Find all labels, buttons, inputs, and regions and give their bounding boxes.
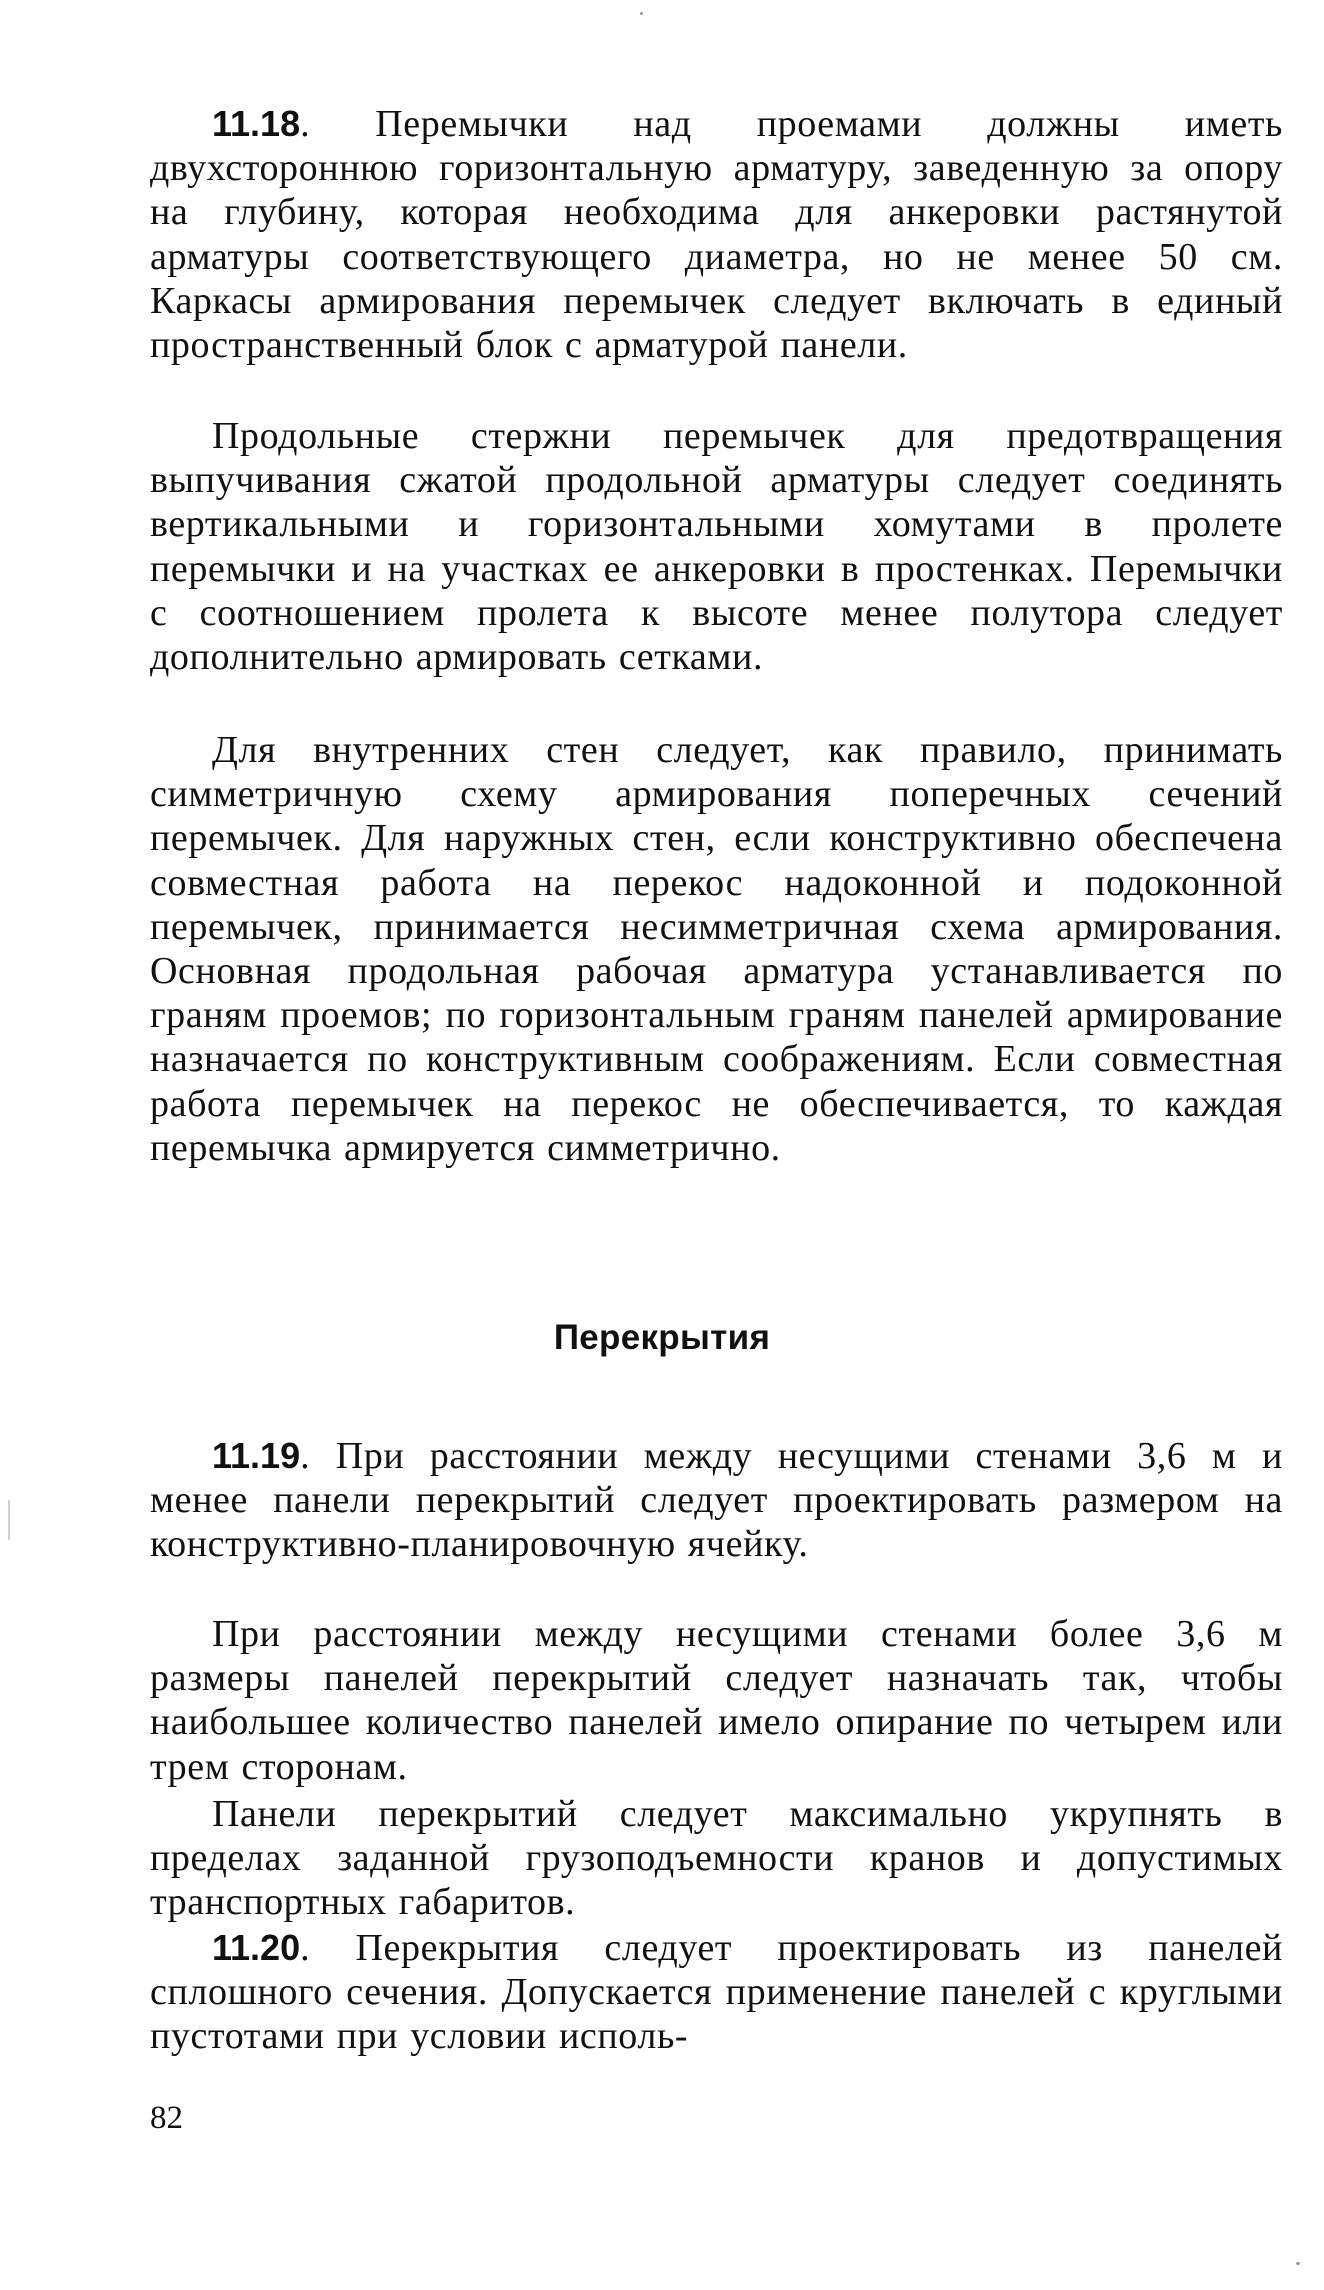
paragraph-text: . Перемычки над проемами должны иметь двухстороннюю горизонтальную арматуру, заведенную за опору на глубину, которая необходима для анкеровки растянутой арматуры соответствующего диаметра, но не менее 50 см. Каркасы армирования перемычек следует включать в единый пространственный блок с арматурой панели. bbox=[150, 103, 1283, 367]
paragraph-11-19 bbox=[150, 1434, 1283, 1567]
paragraph-11-18 bbox=[150, 102, 1283, 367]
paragraph-text: Для внутренних стен следует, как правило, принимать симметричную схему армирования поперечных сечений перемычек. Для наружных стен, если конструктивно обеспечена совместная работа на перекос надоконной и подоконной перемычек, принимается несимметричная схема армирования. Основная продольная рабочая арматура устанавливается по граням проемов; по горизонтальным граням панелей армирование назначается по конструктивным соображениям. Если совместная работа перемычек на перекос не обеспечивается, то каждая перемычка армируется симметрично. bbox=[150, 729, 1283, 1169]
paragraph-lintel-rods bbox=[150, 414, 1283, 679]
paragraph-text: . Перекрытия следует проектировать из панелей сплошного сечения. Допускается применение панелей с круглыми пустотами при условии исполь- bbox=[150, 1927, 1283, 2058]
paragraph-panel-enlarge bbox=[150, 1792, 1283, 1925]
paragraph-text: Панели перекрытий следует максимально укрупнять в пределах заданной грузоподъемности кранов и допустимых транспортных габаритов. bbox=[150, 1793, 1283, 1924]
page-number: 82 bbox=[150, 2100, 183, 2136]
paragraph-inner-walls bbox=[150, 728, 1283, 1170]
clause-number: 11.20 bbox=[212, 1927, 301, 1968]
paragraph-text: Продольные стержни перемычек для предотвращения выпучивания сжатой продольной арматуры следует соединять вертикальными и горизонтальными хомутами в пролете перемычки и на участках ее анкеровки в простенках. Перемычки с соотношением пролета к высоте менее полутора следует дополнительно армировать сетками. bbox=[150, 415, 1283, 679]
scan-speck bbox=[640, 12, 643, 15]
clause-number: 11.19 bbox=[212, 1435, 301, 1476]
paragraph-text: При расстоянии между несущими стенами более 3,6 м размеры панелей перекрытий следует назначать так, чтобы наибольшее количество панелей имело опирание по четырем или трем сторонам. bbox=[150, 1613, 1283, 1788]
scan-speck bbox=[8, 1500, 10, 1540]
paragraph-wall-distance bbox=[150, 1612, 1283, 1789]
clause-number: 11.18 bbox=[212, 103, 301, 144]
paragraph-text: . При расстоянии между несущими стенами 3,6 м и менее панели перекрытий следует проектировать размером на конструктивно-планировочную ячейку. bbox=[150, 1435, 1283, 1566]
paragraph-11-20 bbox=[150, 1926, 1283, 2059]
section-heading: Перекрытия bbox=[553, 1318, 771, 1357]
scan-speck bbox=[1296, 2262, 1300, 2265]
